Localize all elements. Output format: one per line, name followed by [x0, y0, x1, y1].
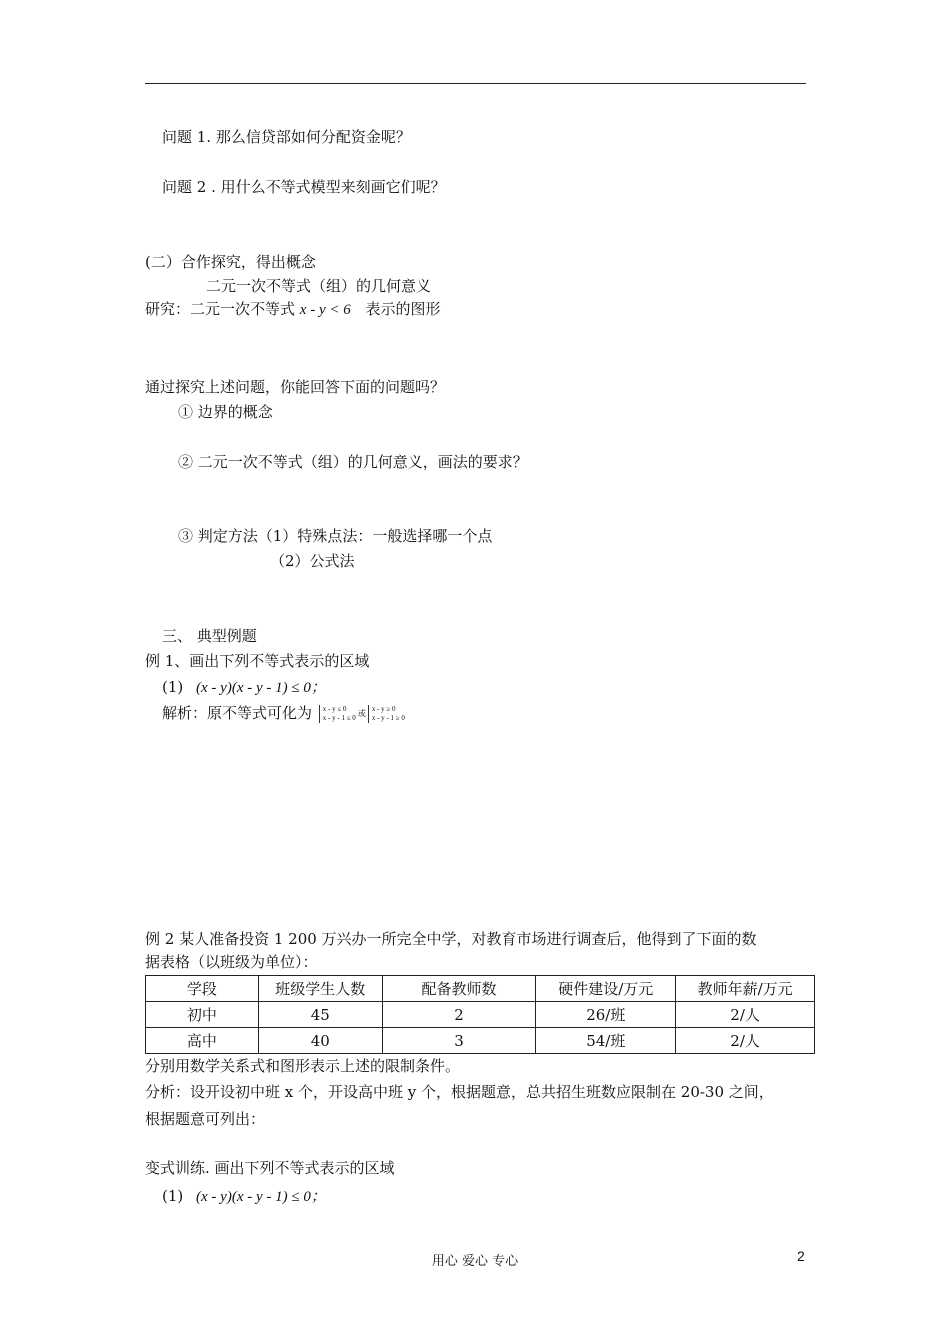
system-1-line-1: x - y ≤ 0 [322, 705, 347, 713]
example-1-part-1-label: (1) [162, 678, 184, 696]
table-cell: 初中 [146, 1002, 259, 1028]
table-cell: 26/班 [536, 1002, 676, 1028]
system-2-line-2: x - y - 1 ≥ 0 [371, 714, 405, 722]
table-cell: 45 [258, 1002, 382, 1028]
table-row [146, 1028, 815, 1054]
item-method: ③ 判定方法（1）特殊点法：一般选择哪一个点 [178, 527, 493, 545]
variant-title: 变式训练. 画出下列不等式表示的区域 [145, 1159, 395, 1177]
table-header: 班级学生人数 [258, 976, 382, 1002]
inequality-system-2 [368, 705, 405, 723]
table-header: 硬件建设/万元 [536, 976, 676, 1002]
table-header: 教师年薪/万元 [676, 976, 815, 1002]
question-2: 问题 2 . 用什么不等式模型来刻画它们呢？ [162, 178, 446, 196]
through-question: 通过探究上述问题，你能回答下面的问题吗？ [145, 378, 446, 396]
table-cell: 40 [258, 1028, 382, 1054]
section-2-subtitle: 二元一次不等式（组）的几何意义 [206, 277, 432, 295]
example-2-line-2: 据表格（以班级为单位）： [145, 953, 318, 971]
research-tail: 表示的图形 [365, 300, 441, 318]
section-3-title: 三、 典型例题 [162, 627, 257, 645]
table-cell: 2/人 [676, 1002, 815, 1028]
after-table-text: 分别用数学关系式和图形表示上述的限制条件。 [145, 1057, 461, 1075]
item-method-formula: （2）公式法 [270, 552, 355, 570]
data-table [145, 975, 815, 1054]
example-1-analysis [162, 703, 407, 724]
example-1-part-1 [162, 677, 326, 698]
research-inequality: x - y < 6 [299, 302, 351, 318]
variant-part-1-label: (1) [162, 1187, 184, 1205]
table-cell: 54/班 [536, 1028, 676, 1054]
table-cell: 2 [382, 1002, 536, 1028]
table-cell: 3 [382, 1028, 536, 1054]
table-header: 配备教师数 [382, 976, 536, 1002]
research-label: 研究：二元一次不等式 [145, 300, 296, 318]
example-1-title: 例 1、画出下列不等式表示的区域 [145, 652, 370, 670]
table-cell: 高中 [146, 1028, 259, 1054]
inequality-system-1 [319, 705, 356, 723]
research-line [145, 299, 441, 320]
analysis-2-line-2: 根据题意可列出： [145, 1110, 266, 1128]
table-header: 学段 [146, 976, 259, 1002]
system-2-line-1: x - y ≥ 0 [371, 705, 396, 713]
question-1: 问题 1. 那么信贷部如何分配资金呢？ [162, 128, 411, 146]
system-1-line-2: x - y - 1 ≤ 0 [322, 714, 356, 722]
example-2-line-1: 例 2 某人准备投资 1 200 万兴办一所完全中学，对教育市场进行调查后，他得到了下面的数 [145, 930, 757, 948]
table-cell: 2/人 [676, 1028, 815, 1054]
or-word: 或 [357, 709, 366, 718]
example-1-inequality: (x - y)(x - y - 1) ≤ 0； [196, 680, 326, 696]
analysis-label: 解析：原不等式可化为 [162, 704, 313, 722]
item-boundary: ① 边界的概念 [178, 403, 273, 421]
table-header-row [146, 976, 815, 1002]
section-2-title: (二）合作探究，得出概念 [145, 253, 316, 271]
table-row [146, 1002, 815, 1028]
variant-inequality: (x - y)(x - y - 1) ≤ 0； [196, 1189, 326, 1205]
page-footer: 用心 爱心 专心 [431, 1254, 519, 1269]
page-number: 2 [797, 1248, 805, 1264]
item-geometric-meaning: ② 二元一次不等式（组）的几何意义，画法的要求？ [178, 453, 528, 471]
variant-part-1 [162, 1186, 326, 1207]
analysis-2-line-1: 分析：设开设初中班 x 个，开设高中班 y 个，根据题意，总共招生班数应限制在 20-30 之间， [145, 1083, 774, 1101]
header-rule [145, 83, 806, 84]
